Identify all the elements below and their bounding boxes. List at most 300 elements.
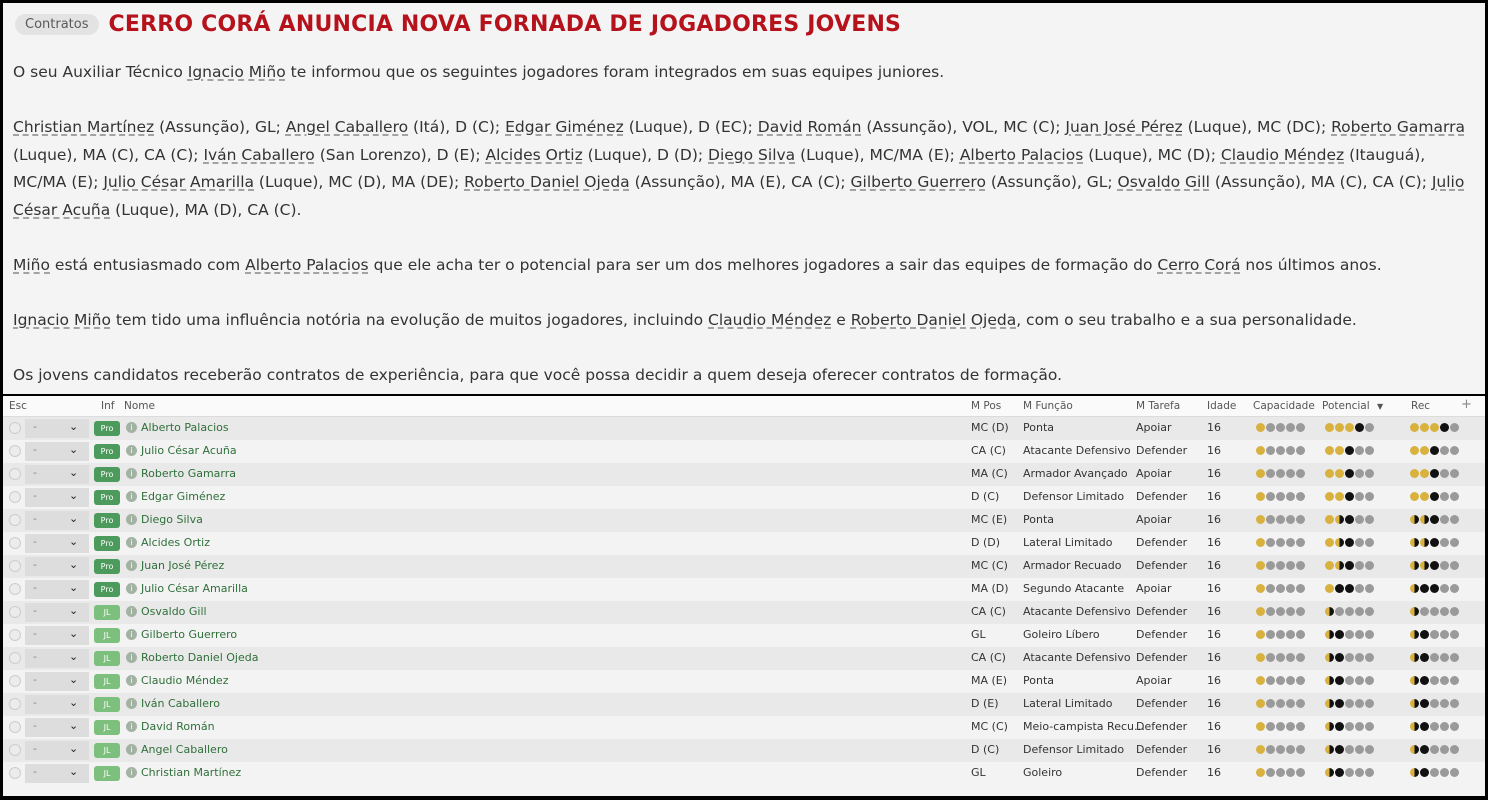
person-link[interactable]: Claudio Méndez bbox=[1220, 145, 1345, 164]
star-icon bbox=[1430, 745, 1439, 754]
star-icon bbox=[1345, 515, 1354, 524]
duty-cell: Defender bbox=[1136, 697, 1188, 710]
position-cell: D (C) bbox=[971, 490, 1000, 503]
table-row[interactable] bbox=[3, 601, 1485, 624]
star-icon bbox=[1266, 653, 1275, 662]
chevron-down-icon[interactable]: ⌄ bbox=[69, 627, 79, 640]
rec-stars bbox=[1410, 469, 1459, 478]
position-cell: CA (C) bbox=[971, 651, 1006, 664]
player-name-link[interactable]: Roberto Gamarra bbox=[141, 467, 237, 480]
star-icon bbox=[1286, 768, 1295, 777]
person-link[interactable]: Roberto Daniel Ojeda bbox=[464, 173, 630, 191]
col-header-mfuncao[interactable]: M Função bbox=[1023, 400, 1073, 412]
person-link[interactable]: Roberto Daniel Ojeda bbox=[850, 310, 1017, 329]
star-icon bbox=[1256, 699, 1265, 708]
star-icon bbox=[1276, 768, 1285, 777]
person-link[interactable]: Cerro Corá bbox=[1157, 255, 1241, 274]
table-row[interactable] bbox=[3, 739, 1485, 762]
star-icon bbox=[1325, 423, 1334, 432]
star-icon bbox=[1365, 469, 1374, 478]
star-icon bbox=[1410, 492, 1419, 501]
person-link[interactable]: Gilberto Guerrero bbox=[850, 173, 986, 191]
star-icon bbox=[1325, 538, 1334, 547]
role-cell: Atacante Defensivo bbox=[1023, 444, 1131, 457]
person-link[interactable]: Miño bbox=[13, 255, 50, 274]
contract-badge: JL bbox=[94, 697, 120, 712]
contract-badge: JL bbox=[94, 628, 120, 643]
table-row[interactable] bbox=[3, 693, 1485, 716]
star-icon bbox=[1450, 538, 1459, 547]
star-icon bbox=[1450, 653, 1459, 662]
news-body bbox=[13, 59, 1475, 394]
person-link[interactable]: Alberto Palacios bbox=[245, 255, 369, 274]
row-select-checkbox[interactable] bbox=[9, 675, 21, 687]
potential-stars bbox=[1325, 722, 1374, 731]
player-name-link[interactable]: Roberto Daniel Ojeda bbox=[141, 651, 259, 664]
capacity-stars bbox=[1256, 768, 1305, 777]
star-icon bbox=[1430, 538, 1439, 547]
person-link[interactable]: Juan José Pérez bbox=[1065, 118, 1183, 136]
chevron-down-icon[interactable]: ⌄ bbox=[69, 604, 79, 617]
contract-badge: Pro bbox=[94, 467, 120, 482]
chevron-down-icon[interactable]: ⌄ bbox=[69, 765, 79, 778]
info-icon[interactable]: i bbox=[126, 583, 137, 594]
age-cell: 16 bbox=[1207, 743, 1221, 756]
col-header-capacidade[interactable]: Capacidade bbox=[1253, 400, 1315, 412]
capacity-stars bbox=[1256, 469, 1305, 478]
duty-cell: Defender bbox=[1136, 559, 1188, 572]
position-cell: CA (C) bbox=[971, 605, 1006, 618]
info-icon[interactable]: i bbox=[126, 767, 137, 778]
info-icon[interactable]: i bbox=[126, 721, 137, 732]
age-cell: 16 bbox=[1207, 444, 1221, 457]
col-header-mpos[interactable]: M Pos bbox=[971, 400, 1002, 412]
contract-badge: Pro bbox=[94, 490, 120, 505]
potential-stars bbox=[1325, 423, 1374, 432]
role-cell: Meio-campista Recu… bbox=[1023, 720, 1145, 733]
row-select-checkbox[interactable] bbox=[9, 468, 21, 480]
col-header-idade[interactable]: Idade bbox=[1207, 400, 1237, 412]
player-name-link[interactable]: Julio César Acuña bbox=[141, 444, 237, 457]
star-icon bbox=[1276, 492, 1285, 501]
star-icon bbox=[1440, 699, 1449, 708]
table-row[interactable] bbox=[3, 509, 1485, 532]
person-link[interactable]: Alcides Ortiz bbox=[485, 145, 583, 164]
star-icon bbox=[1325, 446, 1334, 455]
star-icon bbox=[1345, 699, 1354, 708]
role-cell: Goleiro Líbero bbox=[1023, 628, 1100, 641]
star-icon bbox=[1355, 423, 1364, 432]
person-link[interactable]: Julio César Acuña bbox=[13, 173, 1465, 219]
chevron-down-icon[interactable]: ⌄ bbox=[69, 535, 79, 548]
chevron-down-icon[interactable]: ⌄ bbox=[69, 512, 79, 525]
star-icon bbox=[1266, 423, 1275, 432]
paragraph-text: (Luque), D (EC); bbox=[623, 118, 758, 136]
star-icon bbox=[1325, 676, 1334, 685]
col-header-rec[interactable]: Rec bbox=[1411, 400, 1431, 412]
star-icon bbox=[1335, 538, 1344, 547]
row-select-checkbox[interactable] bbox=[9, 698, 21, 710]
star-icon bbox=[1420, 561, 1429, 570]
paragraph-text: que ele acha ter o potencial para ser um dos melhores jogadores a sair das equipes de formação do bbox=[368, 255, 1158, 274]
position-cell: MC (E) bbox=[971, 513, 1008, 526]
table-row[interactable] bbox=[3, 624, 1485, 647]
player-name-link[interactable]: David Román bbox=[141, 720, 215, 733]
rec-stars bbox=[1410, 745, 1459, 754]
star-icon bbox=[1440, 492, 1449, 501]
person-link[interactable]: Christian Martínez bbox=[13, 118, 155, 136]
star-icon bbox=[1256, 722, 1265, 731]
star-icon bbox=[1256, 584, 1265, 593]
col-header-esc[interactable]: Esc bbox=[9, 400, 27, 412]
info-icon[interactable]: i bbox=[126, 652, 137, 663]
player-name-link[interactable]: Claudio Méndez bbox=[141, 674, 229, 687]
chevron-down-icon[interactable]: ⌄ bbox=[69, 489, 79, 502]
star-icon bbox=[1420, 446, 1429, 455]
info-icon[interactable]: i bbox=[126, 606, 137, 617]
selection-value: - bbox=[33, 627, 37, 640]
info-icon[interactable]: i bbox=[126, 744, 137, 755]
age-cell: 16 bbox=[1207, 697, 1221, 710]
row-select-checkbox[interactable] bbox=[9, 721, 21, 733]
star-icon bbox=[1345, 676, 1354, 685]
star-icon bbox=[1410, 676, 1419, 685]
rec-stars bbox=[1410, 607, 1459, 616]
table-row[interactable] bbox=[3, 440, 1485, 463]
star-icon bbox=[1256, 538, 1265, 547]
star-icon bbox=[1355, 492, 1364, 501]
star-icon bbox=[1440, 722, 1449, 731]
star-icon bbox=[1296, 745, 1305, 754]
role-cell: Atacante Defensivo bbox=[1023, 651, 1131, 664]
col-header-mtarefa[interactable]: M Tarefa bbox=[1136, 400, 1181, 412]
star-icon bbox=[1345, 630, 1354, 639]
star-icon bbox=[1266, 538, 1275, 547]
star-icon bbox=[1335, 722, 1344, 731]
duty-cell: Defender bbox=[1136, 628, 1188, 641]
rec-stars bbox=[1410, 699, 1459, 708]
age-cell: 16 bbox=[1207, 536, 1221, 549]
rec-stars bbox=[1410, 768, 1459, 777]
person-link[interactable]: Ignacio Miño bbox=[13, 310, 111, 329]
star-icon bbox=[1410, 446, 1419, 455]
star-icon bbox=[1296, 538, 1305, 547]
role-cell: Lateral Limitado bbox=[1023, 697, 1113, 710]
info-icon[interactable]: i bbox=[126, 675, 137, 686]
info-icon[interactable]: i bbox=[126, 468, 137, 479]
row-select-checkbox[interactable] bbox=[9, 560, 21, 572]
duty-cell: Defender bbox=[1136, 536, 1188, 549]
star-icon bbox=[1355, 630, 1364, 639]
chevron-down-icon[interactable]: ⌄ bbox=[69, 466, 79, 479]
table-row[interactable] bbox=[3, 716, 1485, 739]
position-cell: CA (C) bbox=[971, 444, 1006, 457]
selection-value: - bbox=[33, 489, 37, 502]
info-icon[interactable]: i bbox=[126, 537, 137, 548]
table-row[interactable] bbox=[3, 670, 1485, 693]
star-icon bbox=[1276, 722, 1285, 731]
star-icon bbox=[1440, 584, 1449, 593]
star-icon bbox=[1355, 515, 1364, 524]
col-header-inf[interactable]: Inf bbox=[101, 400, 115, 412]
star-icon bbox=[1420, 607, 1429, 616]
star-icon bbox=[1256, 768, 1265, 777]
star-icon bbox=[1256, 446, 1265, 455]
star-icon bbox=[1450, 561, 1459, 570]
star-icon bbox=[1355, 607, 1364, 616]
potential-stars bbox=[1325, 561, 1374, 570]
row-select-checkbox[interactable] bbox=[9, 652, 21, 664]
potential-stars bbox=[1325, 699, 1374, 708]
paragraph-text: (Itauguá), MC/MA (E); bbox=[13, 145, 1426, 191]
capacity-stars bbox=[1256, 492, 1305, 501]
row-select-checkbox[interactable] bbox=[9, 767, 21, 779]
chevron-down-icon[interactable]: ⌄ bbox=[69, 673, 79, 686]
star-icon bbox=[1430, 423, 1439, 432]
star-icon bbox=[1296, 607, 1305, 616]
news-header bbox=[3, 9, 901, 39]
star-icon bbox=[1365, 492, 1374, 501]
paragraph-text: (Luque), MC (DC); bbox=[1182, 118, 1332, 136]
potential-stars bbox=[1325, 745, 1374, 754]
row-select-checkbox[interactable] bbox=[9, 514, 21, 526]
capacity-stars bbox=[1256, 423, 1305, 432]
table-row[interactable] bbox=[3, 555, 1485, 578]
row-select-checkbox[interactable] bbox=[9, 606, 21, 618]
player-name-link[interactable]: Juan José Pérez bbox=[141, 559, 225, 572]
contract-badge: JL bbox=[94, 605, 120, 620]
player-name-link[interactable]: Osvaldo Gill bbox=[141, 605, 207, 618]
star-icon bbox=[1355, 561, 1364, 570]
person-link[interactable]: Osvaldo Gill bbox=[1117, 173, 1210, 191]
person-link[interactable]: Iván Caballero bbox=[203, 145, 315, 164]
star-icon bbox=[1420, 722, 1429, 731]
age-cell: 16 bbox=[1207, 674, 1221, 687]
selection-value: - bbox=[33, 535, 37, 548]
star-icon bbox=[1410, 653, 1419, 662]
chevron-down-icon[interactable]: ⌄ bbox=[69, 558, 79, 571]
potential-stars bbox=[1325, 653, 1374, 662]
duty-cell: Defender bbox=[1136, 651, 1188, 664]
info-icon[interactable]: i bbox=[126, 491, 137, 502]
table-row[interactable] bbox=[3, 762, 1485, 785]
duty-cell: Apoiar bbox=[1136, 421, 1172, 434]
chevron-down-icon[interactable]: ⌄ bbox=[69, 581, 79, 594]
players-table bbox=[3, 396, 1485, 796]
row-select-checkbox[interactable] bbox=[9, 744, 21, 756]
news-paragraph bbox=[13, 307, 1475, 335]
paragraph-text: (Assunção), MA (C), CA (C); bbox=[1209, 173, 1432, 191]
star-icon bbox=[1450, 584, 1459, 593]
info-icon[interactable]: i bbox=[126, 445, 137, 456]
role-cell: Defensor Limitado bbox=[1023, 743, 1125, 756]
star-icon bbox=[1410, 699, 1419, 708]
row-select-checkbox[interactable] bbox=[9, 445, 21, 457]
star-icon bbox=[1410, 423, 1419, 432]
age-cell: 16 bbox=[1207, 559, 1221, 572]
player-name-link[interactable]: Diego Silva bbox=[141, 513, 203, 526]
selection-value: - bbox=[33, 650, 37, 663]
row-select-checkbox[interactable] bbox=[9, 422, 21, 434]
star-icon bbox=[1430, 630, 1439, 639]
rec-stars bbox=[1410, 561, 1459, 570]
star-icon bbox=[1256, 561, 1265, 570]
star-icon bbox=[1450, 630, 1459, 639]
player-name-link[interactable]: Angel Caballero bbox=[141, 743, 228, 756]
info-icon[interactable]: i bbox=[126, 698, 137, 709]
row-select-checkbox[interactable] bbox=[9, 629, 21, 641]
chevron-down-icon[interactable]: ⌄ bbox=[69, 443, 79, 456]
rec-stars bbox=[1410, 653, 1459, 662]
paragraph-text: (Luque), MA (C), CA (C); bbox=[13, 145, 204, 164]
star-icon bbox=[1450, 515, 1459, 524]
row-select-checkbox[interactable] bbox=[9, 491, 21, 503]
col-header-potencial[interactable]: Potencial bbox=[1322, 400, 1370, 412]
star-icon bbox=[1440, 446, 1449, 455]
star-icon bbox=[1296, 722, 1305, 731]
star-icon bbox=[1430, 699, 1439, 708]
info-icon[interactable]: i bbox=[126, 629, 137, 640]
table-row[interactable] bbox=[3, 463, 1485, 486]
chevron-down-icon[interactable]: ⌄ bbox=[69, 420, 79, 433]
add-column-icon[interactable]: + bbox=[1461, 397, 1472, 412]
player-name-link[interactable]: Gilberto Guerrero bbox=[141, 628, 238, 641]
news-paragraph bbox=[13, 114, 1475, 224]
duty-cell: Apoiar bbox=[1136, 582, 1172, 595]
person-link[interactable]: Ignacio Miño bbox=[187, 63, 286, 81]
star-icon bbox=[1335, 676, 1344, 685]
star-icon bbox=[1256, 676, 1265, 685]
star-icon bbox=[1440, 630, 1449, 639]
rec-stars bbox=[1410, 492, 1459, 501]
star-icon bbox=[1266, 469, 1275, 478]
player-name-link[interactable]: Iván Caballero bbox=[141, 697, 220, 710]
person-link[interactable]: Julio César Amarilla bbox=[103, 173, 254, 191]
age-cell: 16 bbox=[1207, 467, 1221, 480]
star-icon bbox=[1256, 653, 1265, 662]
table-row[interactable] bbox=[3, 417, 1485, 440]
table-row[interactable] bbox=[3, 486, 1485, 509]
table-row[interactable] bbox=[3, 578, 1485, 601]
duty-cell: Defender bbox=[1136, 490, 1188, 503]
info-icon[interactable]: i bbox=[126, 560, 137, 571]
player-name-link[interactable]: Alcides Ortiz bbox=[141, 536, 210, 549]
potential-stars bbox=[1325, 538, 1374, 547]
player-name-link[interactable]: Julio César Amarilla bbox=[141, 582, 248, 595]
person-link[interactable]: Claudio Méndez bbox=[708, 310, 832, 329]
star-icon bbox=[1420, 768, 1429, 777]
info-icon[interactable]: i bbox=[126, 422, 137, 433]
potential-stars bbox=[1325, 515, 1374, 524]
star-icon bbox=[1276, 745, 1285, 754]
player-name-link[interactable]: Christian Martínez bbox=[141, 766, 242, 779]
capacity-stars bbox=[1256, 446, 1305, 455]
position-cell: D (D) bbox=[971, 536, 1001, 549]
star-icon bbox=[1325, 722, 1334, 731]
row-select-checkbox[interactable] bbox=[9, 583, 21, 595]
star-icon bbox=[1335, 768, 1344, 777]
row-select-checkbox[interactable] bbox=[9, 537, 21, 549]
selection-value: - bbox=[33, 443, 37, 456]
player-name-link[interactable]: Alberto Palacios bbox=[141, 421, 229, 434]
category-tag[interactable]: Contratos bbox=[15, 14, 99, 35]
info-icon[interactable]: i bbox=[126, 514, 137, 525]
person-link[interactable]: Angel Caballero bbox=[285, 118, 409, 136]
table-row[interactable] bbox=[3, 647, 1485, 670]
star-icon bbox=[1325, 630, 1334, 639]
paragraph-text: nos últimos anos. bbox=[1240, 255, 1382, 274]
paragraph-text: (Assunção), VOL, MC (C); bbox=[861, 118, 1066, 136]
star-icon bbox=[1276, 423, 1285, 432]
person-link[interactable]: Diego Silva bbox=[708, 145, 796, 164]
star-icon bbox=[1276, 653, 1285, 662]
duty-cell: Defender bbox=[1136, 766, 1188, 779]
star-icon bbox=[1296, 584, 1305, 593]
duty-cell: Apoiar bbox=[1136, 513, 1172, 526]
star-icon bbox=[1450, 768, 1459, 777]
star-icon bbox=[1410, 584, 1419, 593]
person-link[interactable]: David Román bbox=[757, 118, 862, 136]
star-icon bbox=[1365, 745, 1374, 754]
age-cell: 16 bbox=[1207, 628, 1221, 641]
chevron-down-icon[interactable]: ⌄ bbox=[69, 719, 79, 732]
person-link[interactable]: Edgar Giménez bbox=[505, 118, 624, 136]
selection-value: - bbox=[33, 512, 37, 525]
role-cell: Ponta bbox=[1023, 674, 1054, 687]
star-icon bbox=[1286, 676, 1295, 685]
star-icon bbox=[1345, 584, 1354, 593]
star-icon bbox=[1286, 722, 1295, 731]
star-icon bbox=[1430, 607, 1439, 616]
star-icon bbox=[1256, 630, 1265, 639]
position-cell: MA (D) bbox=[971, 582, 1009, 595]
col-header-nome[interactable]: Nome bbox=[124, 400, 155, 412]
star-icon bbox=[1420, 423, 1429, 432]
contract-badge: Pro bbox=[94, 421, 120, 436]
role-cell: Lateral Limitado bbox=[1023, 536, 1113, 549]
contract-badge: Pro bbox=[94, 444, 120, 459]
star-icon bbox=[1420, 676, 1429, 685]
person-link[interactable]: Roberto Gamarra bbox=[1331, 118, 1465, 136]
role-cell: Goleiro bbox=[1023, 766, 1063, 779]
star-icon bbox=[1450, 676, 1459, 685]
star-icon bbox=[1410, 768, 1419, 777]
star-icon bbox=[1355, 676, 1364, 685]
star-icon bbox=[1355, 446, 1364, 455]
chevron-down-icon[interactable]: ⌄ bbox=[69, 696, 79, 709]
star-icon bbox=[1365, 538, 1374, 547]
selection-value: - bbox=[33, 581, 37, 594]
chevron-down-icon[interactable]: ⌄ bbox=[69, 742, 79, 755]
star-icon bbox=[1430, 446, 1439, 455]
star-icon bbox=[1410, 469, 1419, 478]
rec-stars bbox=[1410, 515, 1459, 524]
star-icon bbox=[1355, 745, 1364, 754]
paragraph-text: te informou que os seguintes jogadores foram integrados em suas equipes juniores. bbox=[285, 63, 945, 81]
contract-badge: Pro bbox=[94, 582, 120, 597]
chevron-down-icon[interactable]: ⌄ bbox=[69, 650, 79, 663]
star-icon bbox=[1345, 745, 1354, 754]
star-icon bbox=[1450, 492, 1459, 501]
star-icon bbox=[1410, 515, 1419, 524]
player-name-link[interactable]: Edgar Giménez bbox=[141, 490, 226, 503]
person-link[interactable]: Alberto Palacios bbox=[959, 145, 1084, 164]
table-row[interactable] bbox=[3, 532, 1485, 555]
sort-desc-icon[interactable]: ▼ bbox=[1377, 402, 1384, 411]
star-icon bbox=[1450, 423, 1459, 432]
star-icon bbox=[1420, 469, 1429, 478]
star-icon bbox=[1410, 538, 1419, 547]
